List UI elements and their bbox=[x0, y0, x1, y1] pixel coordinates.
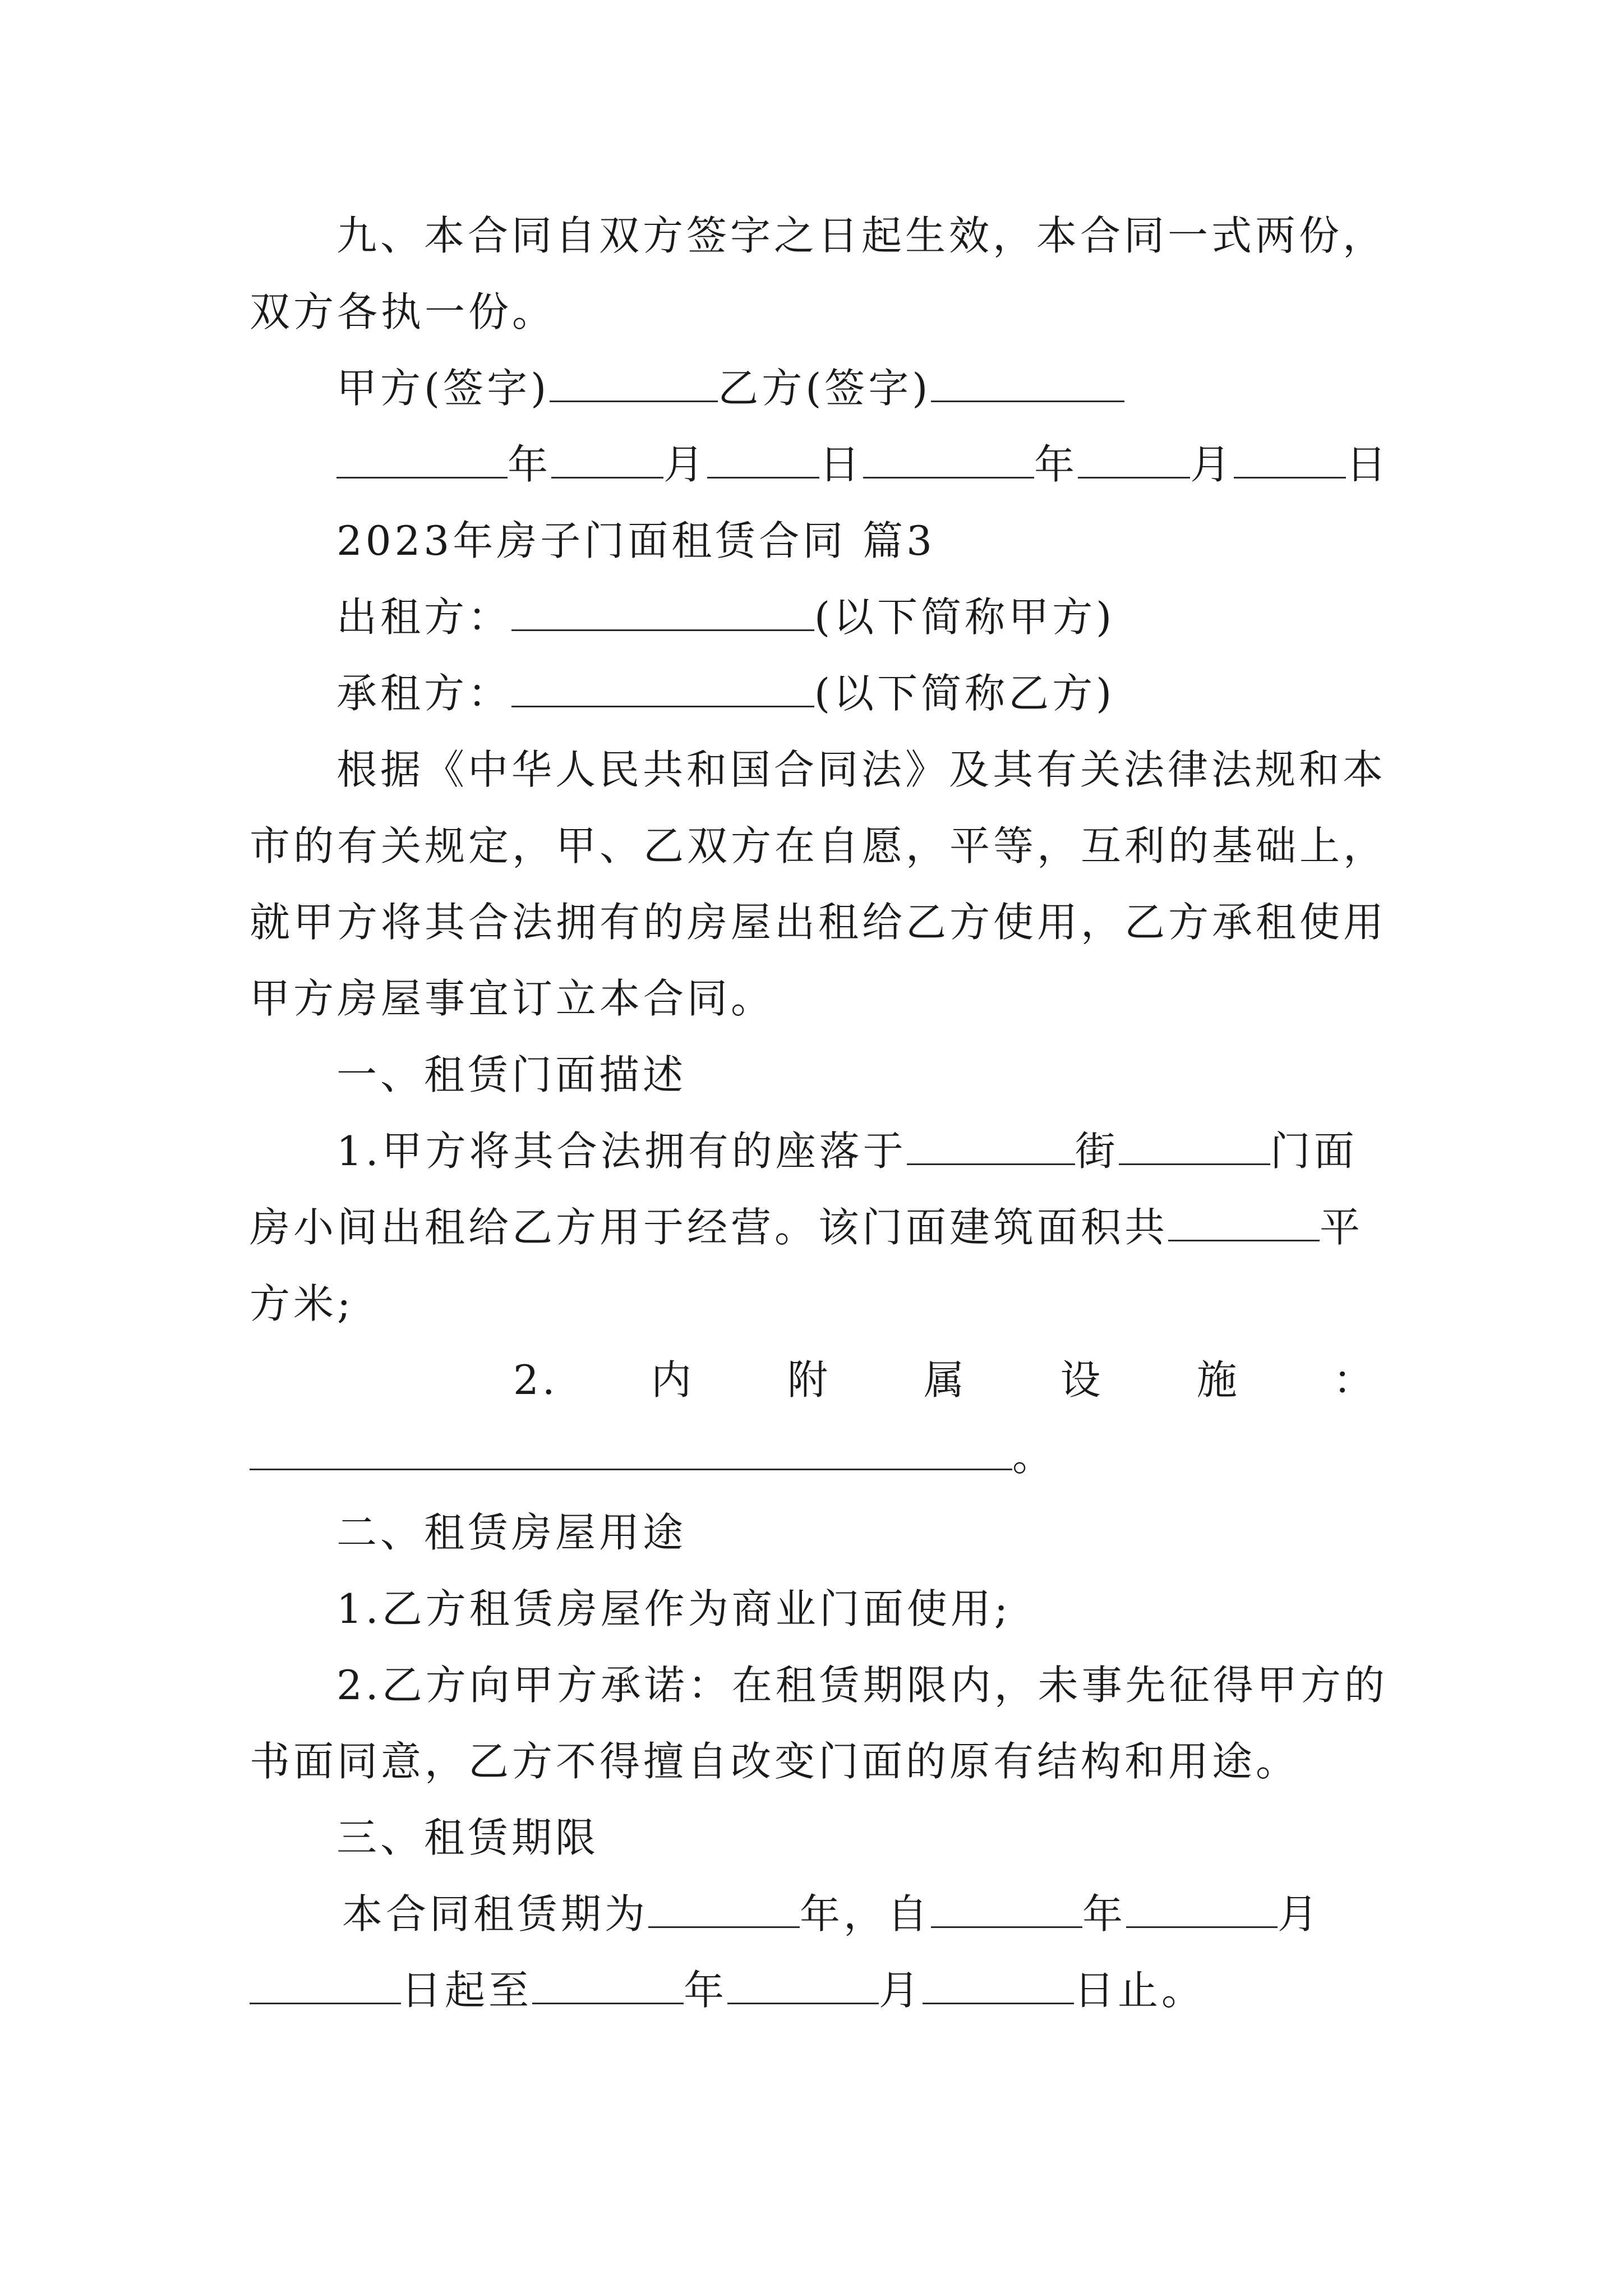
end-day-blank bbox=[923, 1968, 1074, 2004]
year-label: 年 bbox=[1034, 441, 1078, 488]
date-blank bbox=[1078, 442, 1190, 478]
use-item-2-line-2: 书面同意，乙方不得擅自改变门面的原有结构和用途。 bbox=[250, 1738, 1300, 1785]
contract-title: 2023年房子门面租赁合同 篇3 bbox=[336, 517, 935, 564]
start-year-blank bbox=[931, 1892, 1082, 1928]
term-text: 本合同租赁期为 bbox=[342, 1890, 649, 1938]
signature-line bbox=[336, 350, 1464, 427]
lessee-note: (以下简称乙方) bbox=[814, 670, 1115, 717]
item-2-line-2 bbox=[250, 1418, 1377, 1495]
item-1-text: 1.甲方将其合法拥有的座落于 bbox=[336, 1128, 907, 1175]
street-label: 街 bbox=[1075, 1128, 1119, 1175]
item-2-period: 。 bbox=[1012, 1433, 1057, 1480]
start-day-blank bbox=[250, 1968, 401, 2004]
item-1-line-1 bbox=[336, 1113, 1464, 1190]
item-2-line-1 bbox=[250, 1342, 1377, 1419]
party-a-sign-label: 甲方(签字) bbox=[336, 365, 550, 412]
item-2-char: 内 bbox=[651, 1356, 695, 1404]
section-2-heading: 二、租赁房屋用途 bbox=[336, 1509, 687, 1556]
clause-9-line-1: 九、本合同自双方签字之日起生效，本合同一式两份， bbox=[336, 212, 1387, 259]
day-label: 日 bbox=[1346, 441, 1390, 488]
term-years-blank bbox=[648, 1892, 800, 1928]
month-label: 月 bbox=[663, 441, 708, 488]
term-line-1 bbox=[342, 1876, 1469, 1953]
preamble-line-1: 根据《中华人民共和国合同法》及其有关法律法规和本 bbox=[336, 746, 1387, 793]
lessee-blank bbox=[511, 671, 814, 707]
date-blank bbox=[336, 442, 508, 478]
lessor-label: 出租方： bbox=[336, 593, 512, 641]
section-1-heading: 一、租赁门面描述 bbox=[336, 1051, 687, 1098]
preamble-line-4: 甲方房屋事宜订立本合同。 bbox=[250, 975, 775, 1022]
preamble-line-2: 市的有关规定，甲、乙双方在自愿，平等，互利的基础上， bbox=[250, 822, 1387, 869]
date-blank bbox=[707, 442, 819, 478]
lessee-line bbox=[336, 655, 1464, 732]
party-b-sign-label: 乙方(签字) bbox=[718, 365, 932, 412]
lessor-line bbox=[336, 579, 1464, 656]
term-text: 年 bbox=[684, 1967, 728, 2014]
end-month-blank bbox=[727, 1968, 879, 2004]
storefront-label: 门面 bbox=[1270, 1128, 1358, 1175]
term-text: 年 bbox=[1082, 1890, 1127, 1938]
use-item-1: 1.乙方租赁房屋作为商业门面使用; bbox=[336, 1585, 1011, 1632]
item-1-text: 房小间出租给乙方用于经营。该门面建筑面积共 bbox=[250, 1204, 1169, 1251]
date-blank bbox=[551, 442, 663, 478]
street-blank bbox=[907, 1129, 1075, 1165]
item-2-char: 施 bbox=[1196, 1356, 1241, 1404]
term-text: 月 bbox=[879, 1967, 923, 2014]
item-2-char: ： bbox=[1332, 1356, 1377, 1404]
date-blank bbox=[863, 442, 1034, 478]
date-line bbox=[336, 426, 1464, 503]
party-a-sign-blank bbox=[550, 366, 718, 402]
item-2-char: 2. bbox=[513, 1356, 559, 1404]
item-2-char: 设 bbox=[1060, 1356, 1104, 1404]
term-text: 日止。 bbox=[1074, 1967, 1206, 2014]
use-item-2-line-1: 2.乙方向甲方承诺：在租赁期限内，未事先征得甲方的 bbox=[336, 1662, 1388, 1709]
term-text: 日起至 bbox=[401, 1967, 533, 2014]
clause-9-line-2: 双方各执一份。 bbox=[250, 288, 556, 335]
lessor-note: (以下简称甲方) bbox=[814, 593, 1115, 641]
party-b-sign-blank bbox=[931, 366, 1124, 402]
storefront-blank bbox=[1119, 1129, 1270, 1165]
facilities-blank bbox=[250, 1434, 1012, 1470]
item-1-line-3: 方米; bbox=[250, 1280, 354, 1327]
lessor-blank bbox=[511, 595, 814, 631]
section-3-heading: 三、租赁期限 bbox=[336, 1814, 600, 1861]
area-blank bbox=[1168, 1205, 1320, 1241]
preamble-line-3: 就甲方将其合法拥有的房屋出租给乙方使用，乙方承租使用 bbox=[250, 899, 1387, 946]
date-blank bbox=[1234, 442, 1346, 478]
area-unit: 平 bbox=[1320, 1204, 1364, 1251]
lessee-label: 承租方： bbox=[336, 670, 512, 717]
item-2-char: 属 bbox=[924, 1356, 968, 1404]
term-line-2 bbox=[250, 1952, 1377, 2029]
year-label: 年 bbox=[508, 441, 552, 488]
month-label: 月 bbox=[1190, 441, 1234, 488]
term-text: 年，自 bbox=[800, 1890, 932, 1938]
term-text: 月 bbox=[1278, 1890, 1322, 1938]
item-1-line-2 bbox=[250, 1189, 1377, 1266]
day-label: 日 bbox=[819, 441, 864, 488]
item-2-char: 附 bbox=[787, 1356, 832, 1404]
end-year-blank bbox=[532, 1968, 684, 2004]
start-month-blank bbox=[1126, 1892, 1278, 1928]
